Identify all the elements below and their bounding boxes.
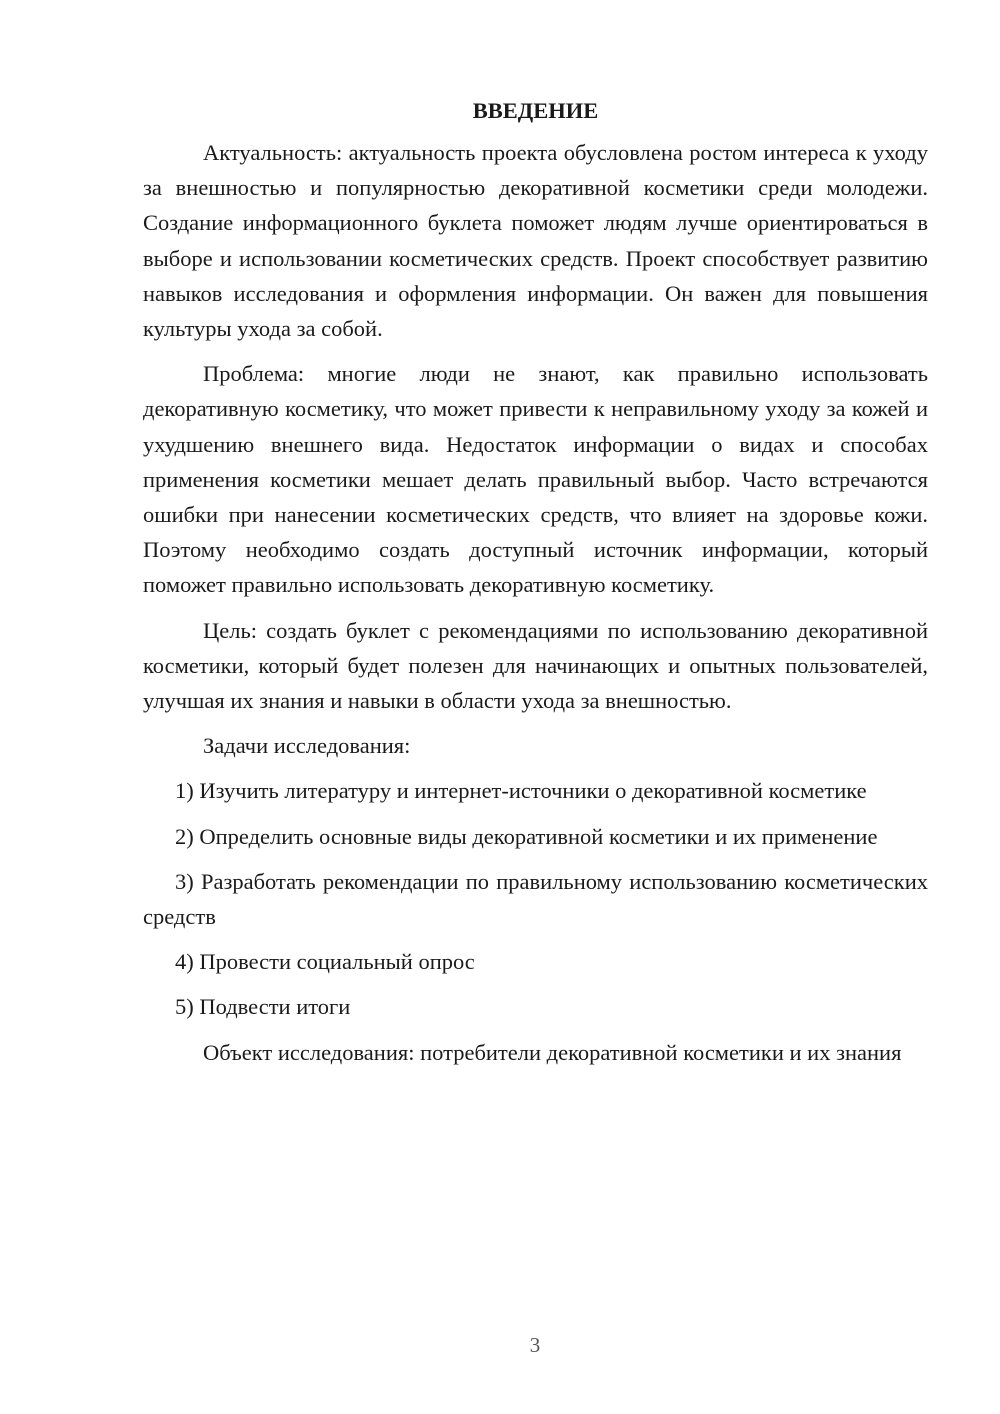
paragraph-goal: Цель: создать буклет с рекомендациями по использованию декоративной косметики, который будет полезен для начинающих и опытных пользователей, улучшая их знания и навыки в области ухода за внешностью. — [143, 617, 928, 714]
paragraph-relevance: Актуальность: актуальность проекта обусловлена ростом интереса к уходу за внешностью и популярностью декоративной косметики среди молодежи. Создание информационного буклета поможет людям лучше ориентироваться в выборе и использовании косметических средств. Проект способствует развитию навыков исследования и оформления информации. Он важен для повышения культуры ухода за собой. — [143, 140, 928, 342]
paragraph-object: Объект исследования: потребители декоративной косметики и их знания — [203, 1039, 902, 1065]
paragraph-problem: Проблема: многие люди не знают, как правильно использовать декоративную косметику, что может привести к неправильному уходу за кожей и ухудшению внешнего вида. Недостаток информации о видах и способах применения косметики мешает делать правильный выбор. Часто встречаются ошибки при нанесении косметических средств, что влияет на здоровье кожи. Поэтому необходимо создать доступный источник информации, который поможет правильно использовать декоративную косметику. — [143, 361, 928, 598]
section-title: ВВЕДЕНИЕ — [472, 98, 599, 123]
task-item-2: 2) Определить основные виды декоративной косметики и их применение — [175, 823, 878, 849]
tasks-heading: Задачи исследования: — [203, 733, 411, 759]
page-content — [143, 96, 928, 1080]
task-item-5: 5) Подвести итоги — [175, 994, 351, 1020]
task-item-1: 1) Изучить литературу и интернет-источники о декоративной косметике — [175, 778, 867, 804]
task-item-4: 4) Провести социальный опрос — [175, 949, 475, 975]
page-number: 3 — [529, 1333, 541, 1357]
task-item-3: 3) Разработать рекомендации по правильному использованию косметических средств — [143, 868, 928, 930]
